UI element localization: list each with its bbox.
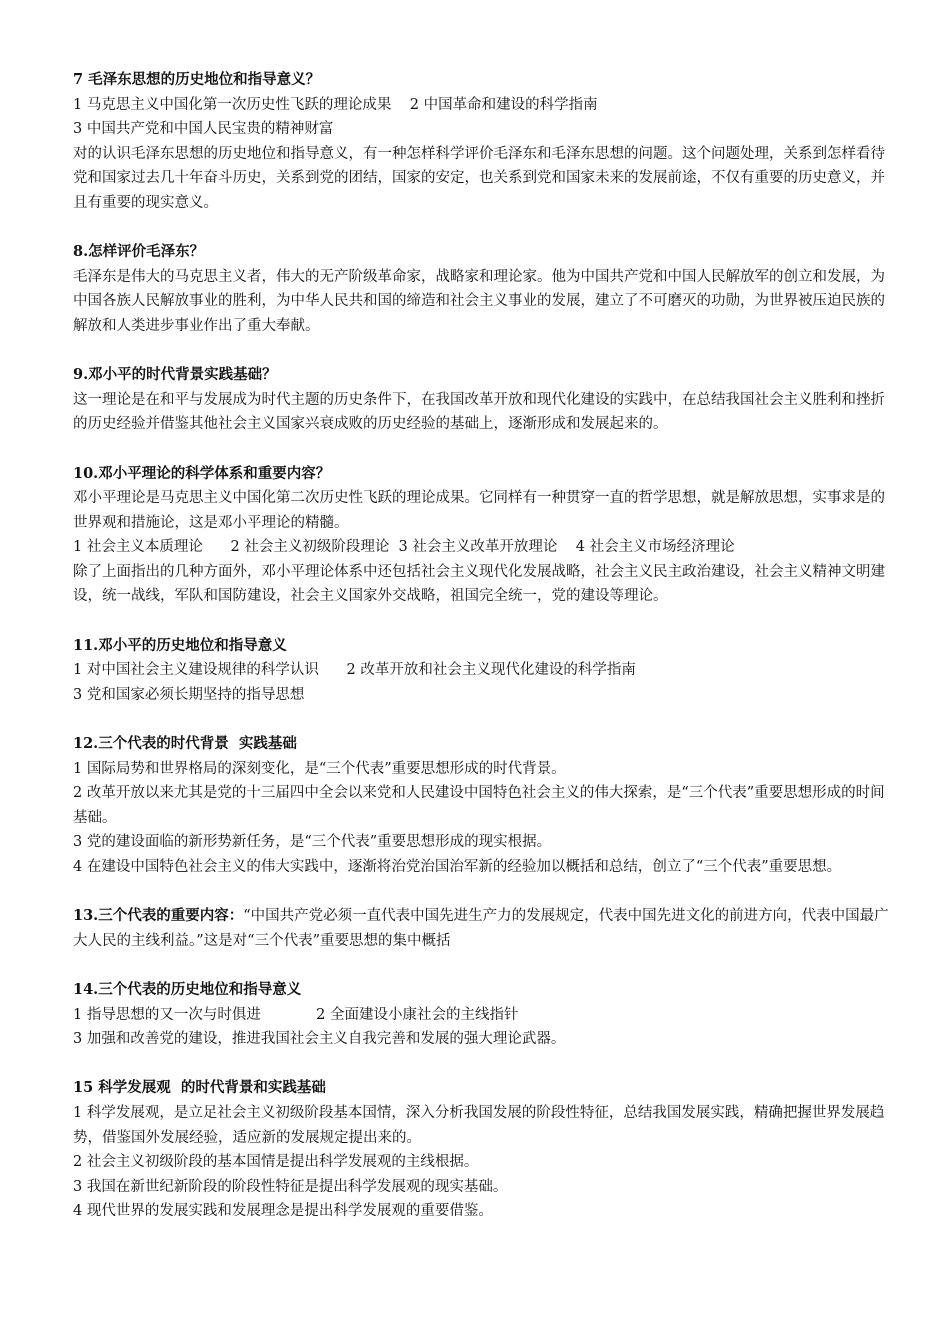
paragraph: 1 科学发展观，是立足社会主义初级阶段基本国情，深入分析我国发展的阶段性特征，总结我国发展实践，精确把握世界发展趋势，借鉴国外发展经验，适应新的发展规定提出来的。: [73, 1104, 885, 1146]
section-9: [73, 363, 893, 437]
paragraph: 1 马克思主义中国化第一次历史性飞跃的理论成果 2 中国革命和建设的科学指南: [73, 96, 598, 113]
paragraph: 3 加强和改善党的建设，推进我国社会主义自我完善和发展的强大理论武器。: [73, 1031, 566, 1048]
paragraph: 3 党和国家必须长期坚持的指导思想: [73, 686, 305, 703]
section-14: [73, 978, 893, 1052]
section-heading: 11.邓小平的历史地位和指导意义: [73, 636, 287, 654]
section-13: [73, 904, 893, 953]
paragraph: 3 中国共产党和中国人民宝贵的精神财富: [73, 121, 334, 138]
section-12: [73, 732, 893, 880]
paragraph: 1 对中国社会主义建设规律的科学认识 2 改革开放和社会主义现代化建设的科学指南: [73, 662, 636, 679]
section-heading: 10.邓小平理论的科学体系和重要内容？: [73, 464, 331, 482]
paragraph: 邓小平理论是马克思主义中国化第二次历史性飞跃的理论成果。它同样有一种贯穿一直的哲学思想，就是解放思想，实事求是的世界观和措施论，这是邓小平理论的精髓。: [73, 490, 885, 531]
section-7: [73, 68, 893, 216]
section-heading: 8.怎样评价毛泽东？: [73, 243, 205, 261]
inline-text: “中国共产党必须一直代表中国先进生产力的发展规定，代表中国先进文化的前进方向，代表中国最广大人民的主线利益。”这是对“三个代表”重要思想的集中概括: [73, 908, 889, 949]
section-heading: 9.邓小平的时代背景实践基础？: [73, 366, 277, 384]
paragraph: 1 指导思想的又一次与时俱进 2 全面建设小康社会的主线指针: [73, 1006, 519, 1023]
section-11: [73, 634, 893, 708]
paragraph: 对的认识毛泽东思想的历史地位和指导意义，有一种怎样科学评价毛泽东和毛泽东思想的问题。这个问题处理，关系到怎样看待党和国家过去几十年奋斗历史，关系到党的团结，国家的安定，也关系到党和国家未来的发展前途，不仅有重要的历史意义，并且有重要的现实意义。: [73, 145, 885, 211]
paragraph: 3 党的建设面临的新形势新任务，是“三个代表”重要思想形成的现实根据。: [73, 834, 552, 851]
paragraph: 4 现代世界的发展实践和发展理念是提出科学发展观的重要借鉴。: [73, 1203, 493, 1220]
section-8: [73, 240, 893, 338]
section-15: [73, 1076, 893, 1224]
paragraph: 3 我国在新世纪新阶段的阶段性特征是提出科学发展观的现实基础。: [73, 1178, 508, 1195]
section-heading: 13.三个代表的重要内容：: [73, 907, 244, 925]
paragraph: 4 在建设中国特色社会主义的伟大实践中，逐渐将治党治国治军新的经验加以概括和总结，创立了“三个代表”重要思想。: [73, 859, 842, 875]
paragraph: 1 社会主义本质理论 2 社会主义初级阶段理论 3 社会主义改革开放理论 4 社会主义市场经济理论: [73, 539, 735, 556]
section-10: [73, 462, 893, 610]
paragraph: 2 社会主义初级阶段的基本国情是提出科学发展观的主线根据。: [73, 1154, 479, 1171]
document-body: [73, 68, 893, 1249]
paragraph: 毛泽东是伟大的马克思主义者，伟大的无产阶级革命家，战略家和理论家。他为中国共产党和中国人民解放军的创立和发展，为中国各族人民解放事业的胜利，为中华人民共和国的缔造和社会主义事业的发展，建立了不可磨灭的功勋，为世界被压迫民族的解放和人类进步事业作出了重大奉献。: [73, 268, 885, 334]
section-heading: 12.三个代表的时代背景 实践基础: [73, 735, 297, 753]
section-heading: 15 科学发展观 的时代背景和实践基础: [73, 1079, 326, 1097]
section-heading: 14.三个代表的历史地位和指导意义: [73, 980, 302, 998]
paragraph: 1 国际局势和世界格局的深刻变化，是“三个代表”重要思想形成的时代背景。: [73, 760, 566, 777]
section-heading: 7 毛泽东思想的历史地位和指导意义？: [73, 71, 321, 88]
paragraph: 这一理论是在和平与发展成为时代主题的历史条件下，在我国改革开放和现代化建设的实践中，在总结我国社会主义胜利和挫折的历史经验并借鉴其他社会主义国家兴衰成败的历史经验的基础上，逐渐形成和发展起来的。: [73, 391, 885, 433]
paragraph: 2 改革开放以来尤其是党的十三届四中全会以来党和人民建设中国特色社会主义的伟大探索，是“三个代表”重要思想形成的时间基础。: [73, 785, 885, 826]
paragraph: 除了上面指出的几种方面外，邓小平理论体系中还包括社会主义现代化发展战略，社会主义民主政治建设，社会主义精神文明建设，统一战线，军队和国防建设，社会主义国家外交战略，祖国完全统一，党的建设等理论。: [73, 563, 885, 605]
paragraph: [73, 904, 893, 953]
